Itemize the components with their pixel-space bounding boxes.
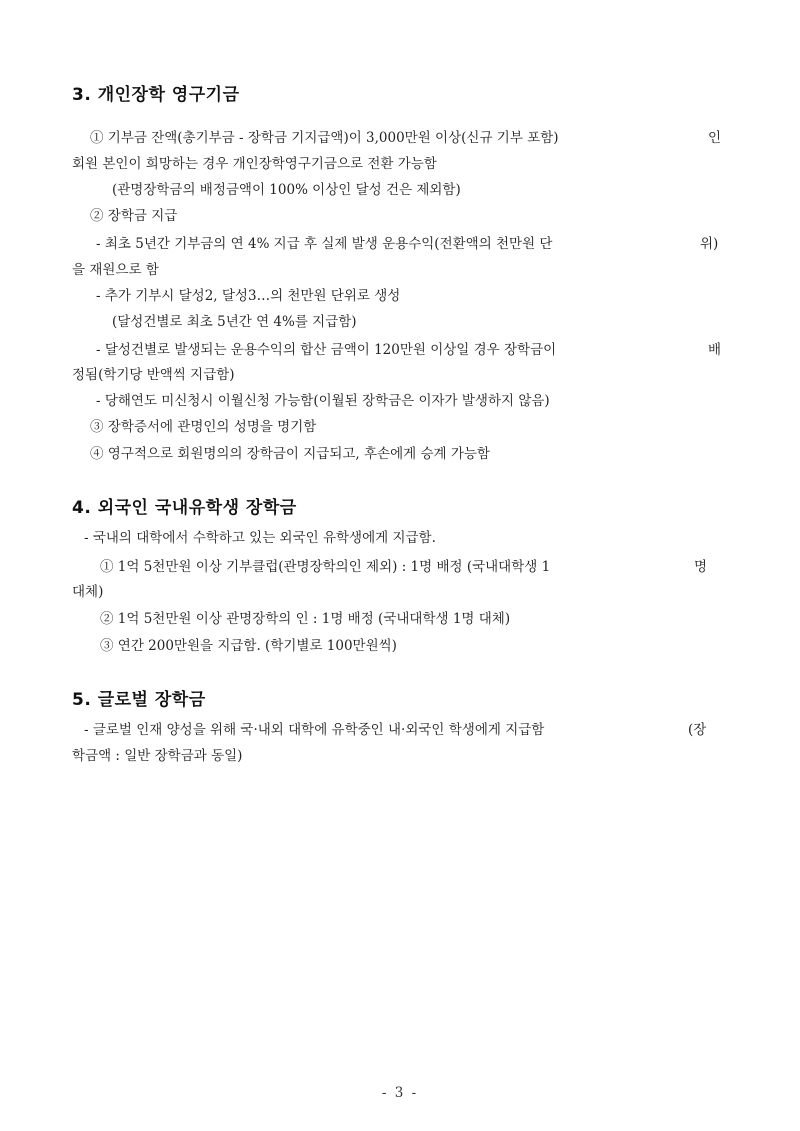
section-3-line-4: ② 장학금 지급 [90,208,178,224]
section-3-line-13: ④ 영구적으로 회원명의의 장학금이 지급되고, 후손에게 승계 가능함 [90,446,490,462]
section-4-line-4: ② 1억 5천만원 이상 관명장학의 인 : 1명 배정 (국내대학생 1명 대체) [100,611,511,627]
section-4-line-5: ③ 연간 200만원을 지급함. (학기별로 100만원씩) [100,638,397,654]
section-3-line-6: 을 재원으로 함 [72,262,159,278]
section-3-line-11: - 당해연도 미신청시 이월신청 가능함(이월된 장학금은 이자가 발생하지 않음) [96,393,550,409]
section-3-line-5: - 최초 5년간 기부금의 연 4% 지급 후 실제 발생 운용수익(전환액의 천만원 단 [96,236,553,252]
section-5-line-1: - 글로벌 인재 양성을 위해 국·내외 대학에 유학중인 내·외국인 학생에게 지급함 [84,722,545,738]
section-5-title: 5. 글로벌 장학금 [72,690,206,710]
section-3-line-7: - 추가 기부시 달성2, 달성3…의 천만원 단위로 생성 [96,288,401,304]
section-3-line-2: 회원 본인이 희망하는 경우 개인장학영구기금으로 전환 가능함 [72,156,437,172]
section-3-tail-2: 위) [700,236,719,252]
section-3-line-3: (관명장학금의 배정금액이 100% 이상인 달성 건은 제외함) [112,182,461,198]
section-3-line-12: ③ 장학증서에 관명인의 성명을 명기함 [90,419,317,435]
section-3-tail-3: 배 [708,342,722,358]
section-3-title: 3. 개인장학 영구기금 [72,85,240,105]
section-5-line-2: 학금액 : 일반 장학금과 동일) [72,748,243,764]
section-4-line-2: ① 1억 5천만원 이상 기부클럽(관명장학의인 제외) : 1명 배정 (국내대학생 1 [100,559,551,575]
section-3-line-10: 정됨(학기당 반액씩 지급함) [72,367,235,383]
section-4-title: 4. 외국인 국내유학생 장학금 [72,498,297,518]
section-3-tail-1: 인 [708,130,722,146]
page-number: - 3 - [381,1085,419,1101]
section-4-line-3: 대체) [72,584,104,600]
section-3-line-1: ① 기부금 잔액(총기부금 - 장학금 기지급액)이 3,000만원 이상(신규 기부 포함) [90,130,559,146]
section-3-line-8: (달성건별로 최초 5년간 연 4%를 지급함) [112,314,357,330]
section-4-tail-1: 명 [694,559,708,575]
section-4-line-1: - 국내의 대학에서 수학하고 있는 외국인 유학생에게 지급함. [84,530,436,546]
section-3-line-9: - 달성건별로 발생되는 운용수익의 합산 금액이 120만원 이상일 경우 장학금이 [96,342,557,358]
section-5-tail-1: (장 [688,722,707,738]
